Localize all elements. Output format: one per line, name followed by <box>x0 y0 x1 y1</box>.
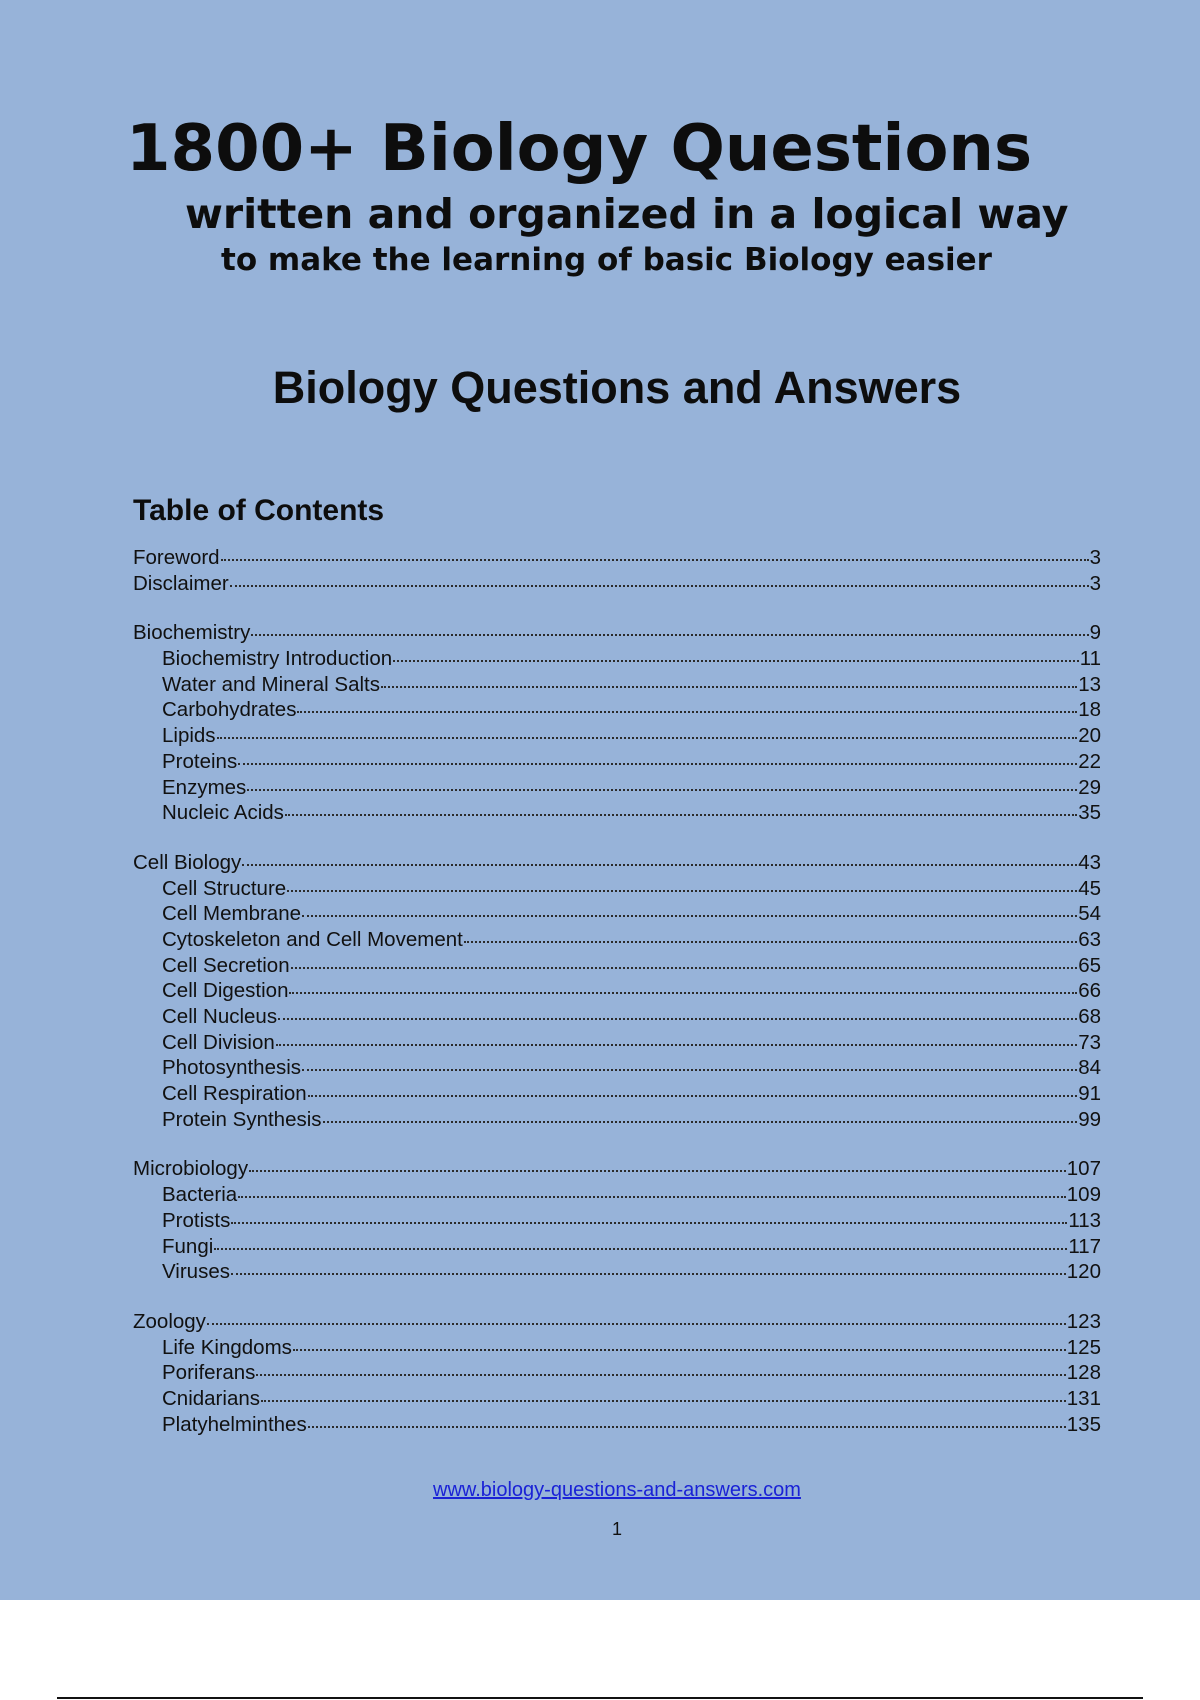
toc-subentry[interactable] <box>133 1360 1101 1386</box>
toc-dot-leader <box>393 659 1079 662</box>
toc-dot-leader <box>221 558 1089 561</box>
toc-dot-leader <box>302 914 1077 917</box>
toc-dot-leader <box>231 1221 1067 1224</box>
toc-entry-label: Cell Nucleus <box>162 1005 278 1028</box>
toc-entry-label: Poriferans <box>162 1361 256 1385</box>
toc-entry-label: Platyhelminthes <box>162 1412 307 1436</box>
toc-dot-leader <box>297 710 1077 713</box>
toc-dot-leader <box>238 762 1077 765</box>
toc-entry-label: Water and Mineral Salts <box>162 672 380 696</box>
toc-entry-page: 65 <box>1078 953 1101 977</box>
toc-entry-page: 99 <box>1078 1107 1101 1131</box>
toc-entry-page: 20 <box>1078 724 1101 748</box>
toc-entry-label: Protein Synthesis <box>162 1107 322 1131</box>
toc-subentry[interactable] <box>133 800 1101 826</box>
toc-dot-leader <box>291 966 1078 969</box>
toc-entry-page: 68 <box>1078 1005 1101 1028</box>
toc-entry-page: 54 <box>1078 902 1101 926</box>
toc-subentry[interactable] <box>133 927 1101 953</box>
toc-entry-label: Cnidarians <box>162 1386 260 1410</box>
toc-entry-label: Cell Biology <box>133 850 242 874</box>
toc-entry-label: Life Kingdoms <box>162 1335 292 1359</box>
toc-entry-page: 91 <box>1078 1082 1101 1106</box>
toc-dot-leader <box>230 584 1089 587</box>
toc-entry-label: Nucleic Acids <box>162 801 284 825</box>
toc-entry-page: 35 <box>1078 801 1101 825</box>
toc-subentry[interactable] <box>133 1259 1101 1285</box>
toc-entry-label: Disclaimer <box>133 571 229 595</box>
toc-entry-page: 117 <box>1068 1234 1101 1258</box>
toc-group-gap <box>133 1285 1101 1309</box>
toc-dot-leader <box>308 1425 1066 1428</box>
toc-entry-page: 45 <box>1078 876 1101 900</box>
toc-entry-label: Zoology <box>133 1309 206 1333</box>
toc-dot-leader <box>287 889 1077 892</box>
toc-subentry[interactable] <box>133 1030 1101 1056</box>
toc-entry-page: 11 <box>1079 647 1101 671</box>
toc-entry-label: Cell Secretion <box>162 953 290 977</box>
toc-subentry[interactable] <box>133 953 1101 979</box>
toc-entry-page: 43 <box>1078 850 1101 874</box>
toc-entry-page: 66 <box>1078 979 1101 1003</box>
toc-entry-label: Viruses <box>162 1260 230 1284</box>
toc-dot-leader <box>242 863 1077 866</box>
toc-entry[interactable] <box>133 571 1101 597</box>
toc-subentry[interactable] <box>133 749 1101 775</box>
toc-entry-label: Foreword <box>133 546 220 569</box>
toc-subentry[interactable] <box>133 1335 1101 1361</box>
toc-entry-label: Protists <box>162 1208 231 1232</box>
bottom-divider <box>57 1697 1143 1699</box>
toc-dot-leader <box>238 1195 1066 1198</box>
document-heading: Biology Questions and Answers <box>272 362 962 413</box>
toc-entry-page: 3 <box>1089 571 1101 595</box>
toc-group-gap <box>133 1132 1101 1156</box>
toc-dot-leader <box>251 633 1088 636</box>
toc-subentry[interactable] <box>133 876 1101 902</box>
toc-entry-page: 29 <box>1078 775 1101 799</box>
toc-entry-label: Cell Membrane <box>162 902 301 926</box>
toc-dot-leader <box>323 1120 1078 1123</box>
toc-entry-label: Biochemistry Introduction <box>162 647 393 671</box>
toc-dot-leader <box>289 991 1077 994</box>
toc-entry-page: 9 <box>1089 621 1101 645</box>
toc-dot-leader <box>302 1068 1077 1071</box>
toc-dot-leader <box>276 1043 1077 1046</box>
toc-subentry[interactable] <box>133 646 1101 672</box>
toc-dot-leader <box>256 1373 1065 1376</box>
toc-entry-label: Bacteria <box>162 1183 238 1207</box>
toc-subentry[interactable] <box>133 1234 1101 1260</box>
toc-dot-leader <box>285 813 1077 816</box>
toc-entry-page: 63 <box>1078 927 1101 951</box>
toc-subentry[interactable] <box>133 1412 1101 1438</box>
toc-entry-page: 109 <box>1066 1183 1101 1207</box>
toc-entry-page: 113 <box>1068 1208 1101 1232</box>
toc-dot-leader <box>308 1094 1077 1097</box>
toc-subentry[interactable] <box>133 1055 1101 1081</box>
toc-entry-label: Photosynthesis <box>162 1056 302 1080</box>
cover-subtitle-line-2: to make the learning of basic Biology easier <box>221 242 992 278</box>
toc-entry[interactable] <box>133 1156 1101 1182</box>
toc-dot-leader <box>278 1017 1077 1020</box>
toc-entry-label: Cell Structure <box>162 876 287 900</box>
toc-entry-page: 3 <box>1089 546 1101 569</box>
cover-title: 1800+ Biology Questions <box>126 112 1033 186</box>
toc-title: Table of Contents <box>133 494 385 527</box>
toc-subentry[interactable] <box>133 1182 1101 1208</box>
toc-subentry[interactable] <box>133 1107 1101 1133</box>
cover-subtitle-line-1: written and organized in a logical way <box>185 190 1069 238</box>
toc-subentry[interactable] <box>133 672 1101 698</box>
toc-group-gap <box>133 596 1101 620</box>
toc-entry-page: 135 <box>1066 1412 1101 1436</box>
toc-entry-label: Microbiology <box>133 1157 249 1181</box>
page-number: 1 <box>611 1519 622 1539</box>
toc-entry[interactable] <box>133 545 1101 571</box>
toc-entry-label: Biochemistry <box>133 621 251 645</box>
toc-entry-page: 120 <box>1066 1260 1101 1284</box>
toc-entry-page: 84 <box>1078 1056 1101 1080</box>
toc-entry-page: 123 <box>1066 1309 1101 1333</box>
toc-entry-label: Cell Digestion <box>162 979 289 1003</box>
toc-subentry[interactable] <box>133 1208 1101 1234</box>
toc-dot-leader <box>231 1272 1066 1275</box>
table-of-contents <box>133 545 1101 1437</box>
toc-entry-page: 107 <box>1066 1157 1101 1181</box>
toc-group-gap <box>133 826 1101 850</box>
toc-dot-leader <box>207 1322 1066 1325</box>
toc-entry[interactable] <box>133 850 1101 876</box>
toc-subentry[interactable] <box>133 901 1101 927</box>
toc-dot-leader <box>217 736 1078 739</box>
toc-entry-page: 13 <box>1078 672 1101 696</box>
toc-subentry[interactable] <box>133 978 1101 1004</box>
toc-dot-leader <box>249 1169 1066 1172</box>
toc-entry-page: 125 <box>1066 1335 1101 1359</box>
toc-entry[interactable] <box>133 1309 1101 1335</box>
toc-subentry[interactable] <box>133 775 1101 801</box>
toc-entry-label: Cytoskeleton and Cell Movement <box>162 927 463 951</box>
toc-entry-label: Proteins <box>162 749 238 773</box>
toc-entry-label: Cell Respiration <box>162 1082 307 1106</box>
toc-subentry[interactable] <box>133 1081 1101 1107</box>
toc-subentry[interactable] <box>133 1386 1101 1412</box>
toc-subentry[interactable] <box>133 697 1101 723</box>
toc-entry-label: Lipids <box>162 724 216 748</box>
toc-entry[interactable] <box>133 620 1101 646</box>
toc-dot-leader <box>214 1247 1067 1250</box>
toc-dot-leader <box>464 940 1077 943</box>
toc-entry-page: 128 <box>1066 1361 1101 1385</box>
toc-subentry[interactable] <box>133 723 1101 749</box>
toc-dot-leader <box>261 1399 1066 1402</box>
toc-entry-label: Fungi <box>162 1234 214 1258</box>
toc-entry-label: Cell Division <box>162 1030 275 1054</box>
toc-entry-page: 22 <box>1078 749 1101 773</box>
toc-entry-page: 131 <box>1066 1386 1101 1410</box>
toc-entry-page: 18 <box>1078 698 1101 722</box>
toc-entry-page: 73 <box>1078 1030 1101 1054</box>
website-link[interactable]: www.biology-questions-and-answers.com <box>433 1479 801 1501</box>
toc-subentry[interactable] <box>133 1004 1101 1030</box>
toc-dot-leader <box>293 1348 1066 1351</box>
toc-dot-leader <box>381 685 1077 688</box>
toc-entry-label: Carbohydrates <box>162 698 297 722</box>
toc-dot-leader <box>247 788 1077 791</box>
toc-entry-label: Enzymes <box>162 775 247 799</box>
